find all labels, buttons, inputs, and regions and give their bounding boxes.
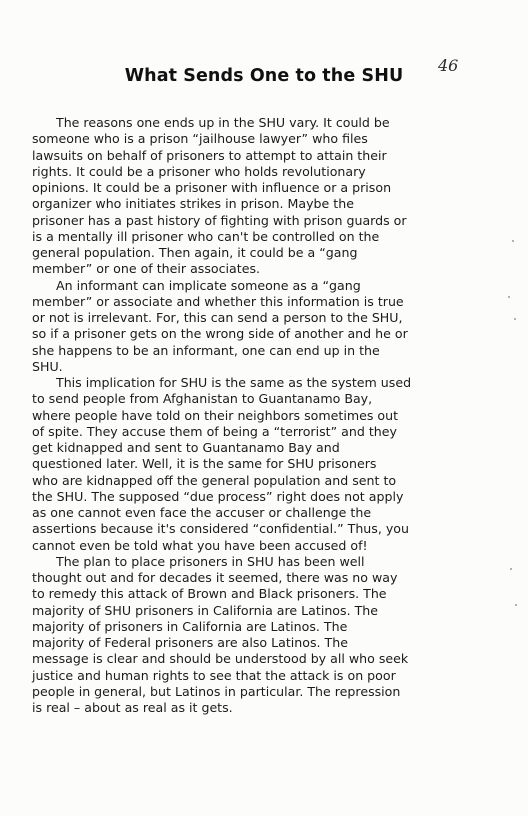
text-line: assertions because it's considered “confidential.” Thus, you — [32, 521, 409, 537]
text-line: general population. Then again, it could be a “gang — [32, 245, 358, 260]
text-line: organizer who initiates strikes in prison. Maybe the — [32, 196, 354, 212]
text-line: opinions. It could be a prisoner with influence or a prison — [32, 180, 392, 195]
text-line: get kidnapped and sent to Guantanamo Bay and — [32, 440, 340, 455]
text-line: or not is irrelevant. For, this can send a person to the SHU, — [32, 310, 403, 325]
text-line: This implication for SHU is the same as the system used — [56, 375, 412, 390]
article-body — [32, 115, 502, 716]
text-line: SHU. — [32, 358, 63, 374]
text-line: someone who is a prison “jailhouse lawyer” who files — [32, 131, 368, 147]
text-line: where people have told on their neighbors sometimes out — [32, 407, 399, 423]
text-line: so if a prisoner gets on the wrong side of another and he or — [32, 326, 408, 342]
text-line: majority of SHU prisoners in California are Latinos. The — [32, 602, 379, 618]
text-line: is real – about as real as it gets. — [32, 700, 233, 715]
text-line: member” or one of their associates. — [32, 261, 261, 277]
text-line: she happens to be an informant, one can end up in the — [32, 342, 380, 358]
text-line: the SHU. The supposed “due process” right does not apply — [32, 488, 404, 504]
paragraph-1 — [32, 115, 502, 278]
text-line: justice and human rights to see that the attack is on poor — [32, 667, 396, 683]
scan-speck — [510, 568, 512, 570]
text-line: to remedy this attack of Brown and Black prisoners. The — [32, 586, 387, 602]
scan-speck — [515, 604, 517, 606]
paragraph-4 — [32, 554, 502, 717]
text-line: The plan to place prisoners in SHU has been well — [56, 553, 365, 569]
text-line: as one cannot even face the accuser or challenge the — [32, 505, 372, 520]
text-line: people in general, but Latinos in particular. The repression — [32, 683, 401, 699]
text-line: majority of prisoners in California are Latinos. The — [32, 618, 348, 634]
text-line: rights. It could be a prisoner who holds revolutionary — [32, 163, 366, 179]
text-line: to send people from Afghanistan to Guantanamo Bay, — [32, 391, 373, 407]
text-line: member” or associate and whether this information is true — [32, 293, 404, 309]
scan-speck — [512, 240, 514, 242]
text-line: who are kidnapped off the general population and sent to — [32, 472, 397, 488]
text-line: thought out and for decades it seemed, there was no way — [32, 570, 398, 585]
scan-speck — [514, 318, 516, 320]
text-line: The reasons one ends up in the SHU vary. It could be — [56, 115, 390, 130]
text-line: of spite. They accuse them of being a “terrorist” and they — [32, 423, 397, 439]
text-line: An informant can implicate someone as a “gang — [56, 277, 361, 293]
text-line: questioned later. Well, it is the same for SHU prisoners — [32, 456, 377, 472]
paragraph-3 — [32, 375, 502, 554]
text-line: cannot even be told what you have been accused of! — [32, 537, 368, 553]
text-line: prisoner has a past history of fighting with prison guards or — [32, 212, 407, 228]
text-line: majority of Federal prisoners are also Latinos. The — [32, 635, 348, 650]
text-line: lawsuits on behalf of prisoners to attempt to attain their — [32, 147, 387, 163]
text-line: is a mentally ill prisoner who can't be controlled on the — [32, 228, 380, 244]
scan-speck — [508, 296, 510, 298]
text-line: message is clear and should be understood by all who seek — [32, 651, 409, 667]
page-title: What Sends One to the SHU — [124, 66, 404, 86]
handwritten-page-number: 46 — [438, 56, 459, 75]
paragraph-2 — [32, 278, 502, 376]
